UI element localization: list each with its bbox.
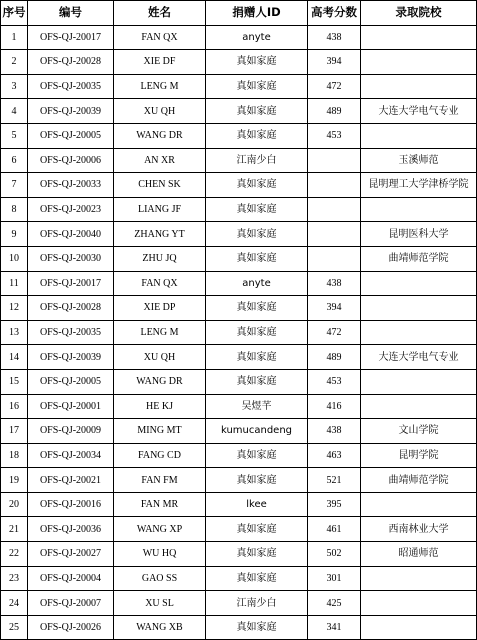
cell-score: 502 xyxy=(308,542,361,567)
cell-score: 395 xyxy=(308,492,361,517)
cell-school: 西南林业大学 xyxy=(361,517,477,542)
header-donor-id: 捐赠人ID xyxy=(206,1,308,26)
cell-school xyxy=(361,123,477,148)
cell-name: XIE DF xyxy=(114,50,206,75)
cell-index: 21 xyxy=(1,517,28,542)
cell-code: OFS-QJ-20035 xyxy=(28,320,114,345)
cell-score xyxy=(308,148,361,173)
cell-score: 438 xyxy=(308,419,361,444)
cell-score xyxy=(308,197,361,222)
table-row xyxy=(1,443,477,468)
cell-index: 9 xyxy=(1,222,28,247)
cell-donor-id: 真如家庭 xyxy=(206,197,308,222)
cell-index: 16 xyxy=(1,394,28,419)
cell-score: 489 xyxy=(308,99,361,124)
cell-score: 438 xyxy=(308,25,361,50)
cell-school xyxy=(361,591,477,616)
cell-name: FAN QX xyxy=(114,271,206,296)
cell-score: 461 xyxy=(308,517,361,542)
cell-code: OFS-QJ-20028 xyxy=(28,50,114,75)
cell-index: 19 xyxy=(1,468,28,493)
cell-code: OFS-QJ-20005 xyxy=(28,123,114,148)
cell-name: MING MT xyxy=(114,419,206,444)
cell-index: 22 xyxy=(1,542,28,567)
cell-school xyxy=(361,50,477,75)
cell-name: XIE DP xyxy=(114,296,206,321)
cell-index: 1 xyxy=(1,25,28,50)
table-row xyxy=(1,222,477,247)
cell-score: 425 xyxy=(308,591,361,616)
table-body xyxy=(1,25,477,640)
cell-index: 6 xyxy=(1,148,28,173)
cell-score: 394 xyxy=(308,50,361,75)
cell-index: 7 xyxy=(1,173,28,198)
cell-school: 大连大学电气专业 xyxy=(361,99,477,124)
cell-donor-id: 江南少白 xyxy=(206,148,308,173)
cell-code: OFS-QJ-20005 xyxy=(28,369,114,394)
cell-code: OFS-QJ-20035 xyxy=(28,74,114,99)
cell-name: WANG DR xyxy=(114,369,206,394)
cell-name: ZHU JQ xyxy=(114,246,206,271)
cell-school xyxy=(361,566,477,591)
cell-donor-id: 真如家庭 xyxy=(206,99,308,124)
cell-school xyxy=(361,296,477,321)
cell-school: 玉溪师范 xyxy=(361,148,477,173)
cell-donor-id: 真如家庭 xyxy=(206,369,308,394)
cell-score: 301 xyxy=(308,566,361,591)
cell-name: WU HQ xyxy=(114,542,206,567)
header-index: 序号 xyxy=(1,1,28,26)
cell-name: XU QH xyxy=(114,99,206,124)
cell-code: OFS-QJ-20033 xyxy=(28,173,114,198)
cell-school: 曲靖师范学院 xyxy=(361,246,477,271)
cell-index: 12 xyxy=(1,296,28,321)
cell-code: OFS-QJ-20017 xyxy=(28,271,114,296)
cell-donor-id: 真如家庭 xyxy=(206,345,308,370)
cell-score xyxy=(308,173,361,198)
cell-index: 10 xyxy=(1,246,28,271)
cell-school xyxy=(361,320,477,345)
cell-name: FAN QX xyxy=(114,25,206,50)
cell-code: OFS-QJ-20007 xyxy=(28,591,114,616)
table-row xyxy=(1,542,477,567)
table-row xyxy=(1,419,477,444)
cell-name: WANG XP xyxy=(114,517,206,542)
header-code: 编号 xyxy=(28,1,114,26)
cell-name: AN XR xyxy=(114,148,206,173)
header-row xyxy=(1,1,477,26)
cell-name: XU SL xyxy=(114,591,206,616)
cell-name: CHEN SK xyxy=(114,173,206,198)
cell-index: 8 xyxy=(1,197,28,222)
cell-code: OFS-QJ-20028 xyxy=(28,296,114,321)
cell-score: 463 xyxy=(308,443,361,468)
cell-index: 13 xyxy=(1,320,28,345)
cell-name: FAN MR xyxy=(114,492,206,517)
cell-index: 23 xyxy=(1,566,28,591)
cell-code: OFS-QJ-20030 xyxy=(28,246,114,271)
cell-donor-id: 真如家庭 xyxy=(206,173,308,198)
cell-donor-id: anyte xyxy=(206,25,308,50)
cell-score: 472 xyxy=(308,320,361,345)
table-row xyxy=(1,566,477,591)
cell-code: OFS-QJ-20026 xyxy=(28,615,114,640)
cell-score: 416 xyxy=(308,394,361,419)
cell-index: 25 xyxy=(1,615,28,640)
table-row xyxy=(1,394,477,419)
cell-score xyxy=(308,246,361,271)
cell-name: LENG M xyxy=(114,74,206,99)
cell-school: 大连大学电气专业 xyxy=(361,345,477,370)
cell-name: FAN FM xyxy=(114,468,206,493)
cell-index: 11 xyxy=(1,271,28,296)
cell-school xyxy=(361,197,477,222)
cell-school: 昆明学院 xyxy=(361,443,477,468)
table-row xyxy=(1,345,477,370)
table-row xyxy=(1,173,477,198)
cell-school xyxy=(361,271,477,296)
cell-school: 曲靖师范学院 xyxy=(361,468,477,493)
cell-index: 17 xyxy=(1,419,28,444)
cell-score: 453 xyxy=(308,123,361,148)
cell-index: 2 xyxy=(1,50,28,75)
table-row xyxy=(1,50,477,75)
cell-donor-id: 真如家庭 xyxy=(206,123,308,148)
table-row xyxy=(1,148,477,173)
cell-school xyxy=(361,369,477,394)
cell-score: 453 xyxy=(308,369,361,394)
cell-name: GAO SS xyxy=(114,566,206,591)
cell-index: 15 xyxy=(1,369,28,394)
cell-donor-id: 真如家庭 xyxy=(206,566,308,591)
cell-name: FANG CD xyxy=(114,443,206,468)
cell-donor-id: 真如家庭 xyxy=(206,296,308,321)
cell-donor-id: 真如家庭 xyxy=(206,443,308,468)
cell-donor-id: 真如家庭 xyxy=(206,74,308,99)
cell-name: HE KJ xyxy=(114,394,206,419)
cell-code: OFS-QJ-20036 xyxy=(28,517,114,542)
cell-score xyxy=(308,222,361,247)
cell-score: 394 xyxy=(308,296,361,321)
cell-code: OFS-QJ-20021 xyxy=(28,468,114,493)
table-row xyxy=(1,25,477,50)
cell-donor-id: 真如家庭 xyxy=(206,246,308,271)
cell-score: 472 xyxy=(308,74,361,99)
cell-school: 文山学院 xyxy=(361,419,477,444)
cell-school: 昆明理工大学津桥学院 xyxy=(361,173,477,198)
cell-index: 4 xyxy=(1,99,28,124)
cell-code: OFS-QJ-20027 xyxy=(28,542,114,567)
cell-school: 昆明医科大学 xyxy=(361,222,477,247)
cell-code: OFS-QJ-20016 xyxy=(28,492,114,517)
table-row xyxy=(1,99,477,124)
cell-code: OFS-QJ-20023 xyxy=(28,197,114,222)
cell-school xyxy=(361,492,477,517)
cell-code: OFS-QJ-20006 xyxy=(28,148,114,173)
cell-donor-id: lkee xyxy=(206,492,308,517)
cell-name: WANG XB xyxy=(114,615,206,640)
table-row xyxy=(1,369,477,394)
cell-index: 5 xyxy=(1,123,28,148)
cell-code: OFS-QJ-20039 xyxy=(28,345,114,370)
cell-index: 18 xyxy=(1,443,28,468)
table-row xyxy=(1,74,477,99)
table-row xyxy=(1,271,477,296)
cell-index: 3 xyxy=(1,74,28,99)
cell-donor-id: 真如家庭 xyxy=(206,320,308,345)
cell-school xyxy=(361,394,477,419)
table-row xyxy=(1,246,477,271)
cell-code: OFS-QJ-20001 xyxy=(28,394,114,419)
table-row xyxy=(1,517,477,542)
table-row xyxy=(1,492,477,517)
cell-school xyxy=(361,615,477,640)
table-row xyxy=(1,591,477,616)
cell-school: 昭通师范 xyxy=(361,542,477,567)
cell-code: OFS-QJ-20017 xyxy=(28,25,114,50)
cell-code: OFS-QJ-20034 xyxy=(28,443,114,468)
header-score: 高考分数 xyxy=(308,1,361,26)
cell-school xyxy=(361,25,477,50)
cell-donor-id: 真如家庭 xyxy=(206,615,308,640)
header-school: 录取院校 xyxy=(361,1,477,26)
cell-donor-id: 江南少白 xyxy=(206,591,308,616)
cell-name: ZHANG YT xyxy=(114,222,206,247)
cell-donor-id: 真如家庭 xyxy=(206,222,308,247)
cell-school xyxy=(361,74,477,99)
cell-code: OFS-QJ-20039 xyxy=(28,99,114,124)
cell-score: 438 xyxy=(308,271,361,296)
cell-name: WANG DR xyxy=(114,123,206,148)
table-row xyxy=(1,197,477,222)
cell-score: 341 xyxy=(308,615,361,640)
table-row xyxy=(1,615,477,640)
cell-donor-id: 真如家庭 xyxy=(206,517,308,542)
header-name: 姓名 xyxy=(114,1,206,26)
table-row xyxy=(1,123,477,148)
cell-name: LIANG JF xyxy=(114,197,206,222)
cell-code: OFS-QJ-20040 xyxy=(28,222,114,247)
table-row xyxy=(1,296,477,321)
table-row xyxy=(1,320,477,345)
table-row xyxy=(1,468,477,493)
cell-score: 521 xyxy=(308,468,361,493)
cell-code: OFS-QJ-20009 xyxy=(28,419,114,444)
cell-donor-id: 真如家庭 xyxy=(206,50,308,75)
cell-donor-id: kumucandeng xyxy=(206,419,308,444)
cell-index: 20 xyxy=(1,492,28,517)
cell-index: 24 xyxy=(1,591,28,616)
cell-donor-id: anyte xyxy=(206,271,308,296)
cell-code: OFS-QJ-20004 xyxy=(28,566,114,591)
cell-name: LENG M xyxy=(114,320,206,345)
cell-donor-id: 真如家庭 xyxy=(206,468,308,493)
cell-score: 489 xyxy=(308,345,361,370)
cell-name: XU QH xyxy=(114,345,206,370)
cell-donor-id: 真如家庭 xyxy=(206,542,308,567)
cell-donor-id: 吴煜芊 xyxy=(206,394,308,419)
cell-index: 14 xyxy=(1,345,28,370)
